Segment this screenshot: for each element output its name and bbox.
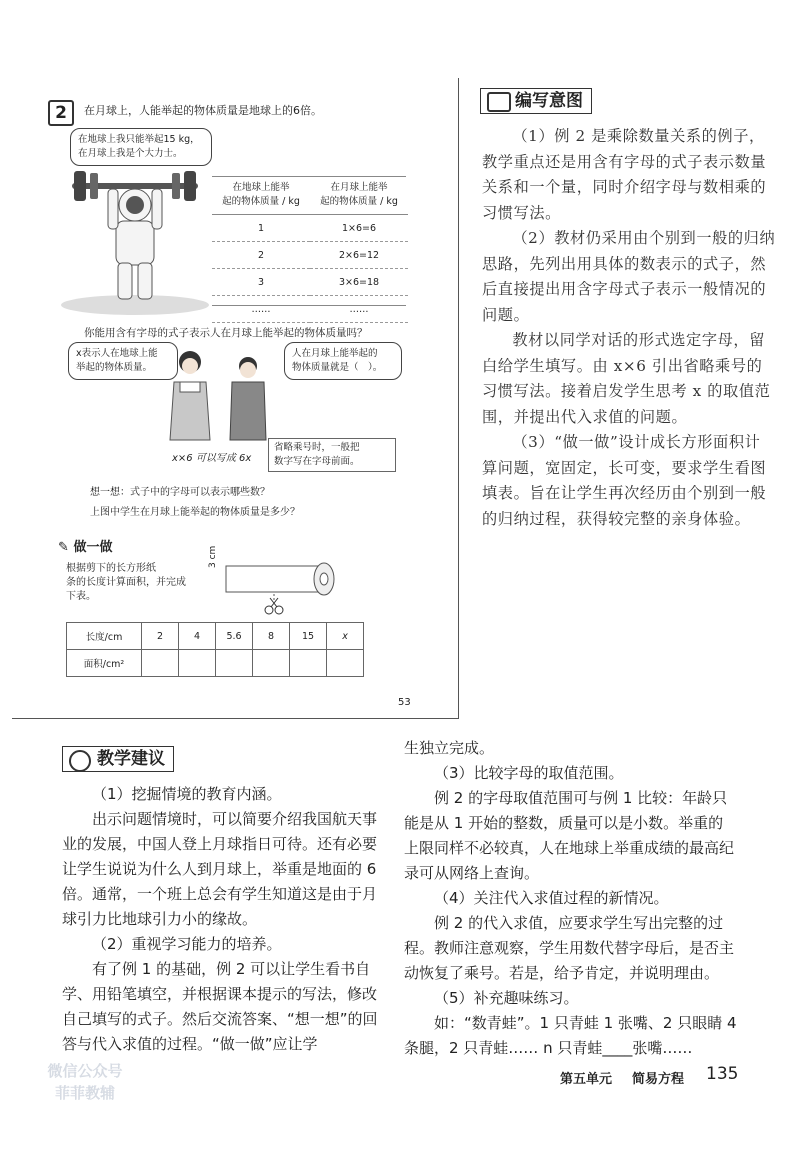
suggest-paragraph: （3）比较字母的取值范围。	[434, 764, 624, 782]
intent-paragraph: （1）例 2 是乘除数量关系的例子，教学重点还是用含有字母的式子表示数量关系和一个量，同时介绍字母与数相乘的习惯写法。	[482, 127, 767, 222]
bubble-line: 物体质量就是（ ）。	[292, 362, 383, 373]
note-line: 省略乘号时，一般把	[274, 442, 360, 453]
suggest-right-column	[404, 736, 738, 1061]
suggest-paragraph: 有了例 1 的基础，例 2 可以让学生看书自学、用铅笔填空，并根据课本提示的写法，修改自己填写的式子。然后交流答案、“想一想”的回答与代入求值的过程。“做一做”应让学	[62, 960, 378, 1053]
do-title: ✎ 做一做	[58, 540, 113, 555]
footer-unit: 第五单元	[560, 1072, 613, 1087]
ask-text: 上图中学生在月球上能举起的物体质量是多少？	[90, 507, 300, 518]
suggest-title-box: 教学建议	[62, 746, 174, 772]
book-icon	[487, 92, 511, 112]
footer-topic: 简易方程	[632, 1072, 685, 1087]
suggest-paragraph: （5）补充趣味练习。	[434, 989, 579, 1007]
intent-paragraph: （2）教材仍采用由个别到一般的归纳思路，先列出用具体的数表示的式子，然后直接提出用含字母式子表示一般情况的问题。	[482, 229, 776, 324]
watermark	[10, 1060, 160, 1104]
table-rule	[212, 176, 406, 306]
suggest-paragraph: 如：“数青蛙”。1 只青蛙 1 张嘴、2 只眼睛 4 条腿，2 只青蛙…… n 只青蛙____张嘴……	[404, 1014, 737, 1057]
pencil-icon: ✎	[58, 540, 69, 555]
do-line: 根据剪下的长方形纸	[66, 563, 156, 574]
suggest-paragraph: （1）挖掘情境的教育内涵。	[92, 785, 282, 803]
table-row: …… ……	[212, 296, 408, 323]
bubble-line: 人在月球上能举起的	[292, 348, 378, 359]
astronaut-illustration	[60, 165, 210, 315]
suggest-icon	[69, 750, 91, 772]
row-label: 面积/cm²	[67, 650, 142, 677]
intent-body	[482, 124, 776, 532]
watermark-line: 菲菲教辅	[54, 1084, 115, 1102]
suggest-paragraph: 例 2 的代入求值，应要求学生写出完整的过程。教师注意观察，学生用数代替字母后，是否主动恢复了乘号。若是，给予肯定，并说明理由。	[404, 914, 735, 982]
example-badge: 2	[48, 100, 74, 126]
paper-strip-illustration	[224, 560, 344, 620]
table-row: 2 2×6=12	[212, 242, 408, 269]
note-formula: x×6 可以写成 6x	[172, 453, 252, 464]
think-text: 想一想：式子中的字母可以表示哪些数？	[90, 487, 270, 498]
watermark-line: 微信公众号	[47, 1062, 123, 1080]
table-row: 长度/cm 2 4 5.6 8 15 x	[67, 623, 364, 650]
do-line: 下表。	[66, 591, 96, 602]
question-text: 你能用含有字母的式子表示人在月球上能举起的物体质量吗？	[84, 327, 368, 339]
area-table	[66, 622, 364, 677]
suggest-paragraph: （4）关注代入求值过程的新情况。	[434, 889, 669, 907]
table-row: 1 1×6=6	[212, 215, 408, 242]
do-line: 条的长度计算面积，并完成	[66, 577, 186, 588]
intent-paragraph: 教材以同学对话的形式选定字母，留白给学生填写。由 x×6 引出省略乘号的习惯写法。接着启发学生思考 x 的取值范围，并提出代入求值的问题。	[482, 331, 771, 426]
note-box	[268, 438, 396, 472]
bubble-line: 在月球上我是个大力士。	[78, 148, 183, 159]
do-text	[66, 562, 216, 604]
suggest-left-column	[62, 782, 390, 1057]
example-statement: 在月球上，人能举起的物体质量是地球上的6倍。	[84, 104, 322, 117]
students-illustration	[160, 348, 280, 448]
suggest-paragraph: 例 2 的字母取值范围可与例 1 比较：年龄只能是从 1 开始的整数，质量可以是小数。举重的上限同样不必较真，人在地球上举重成绩的最高纪录可从网络上查询。	[404, 789, 735, 882]
suggest-paragraph: （2）重视学习能力的培养。	[92, 935, 282, 953]
note-line: 数字写在字母前面。	[274, 456, 360, 467]
row-label: 长度/cm	[67, 623, 142, 650]
table-header: 在月球上能举 起的物体质量 / kg	[310, 176, 408, 215]
bubble-line: x表示人在地球上能	[76, 348, 158, 359]
table-row: 3 3×6=18	[212, 269, 408, 296]
table-header: 在地球上能举 起的物体质量 / kg	[212, 176, 310, 215]
suggest-paragraph: 生独立完成。	[404, 739, 495, 757]
bubble-line: 在地球上我只能举起15 kg，	[78, 134, 200, 145]
suggest-paragraph: 出示问题情境时，可以简要介绍我国航天事业的发展，中国人登上月球指日可待。还有必要让学生说说为什么人到月球上，举重是地面的 6 倍。通常，一个班上总会有学生知道这是由于月球引力比地球引力小的缘故。	[62, 810, 378, 928]
bubble-line: 举起的物体质量。	[76, 362, 153, 373]
paper-width-label: 3 cm	[208, 545, 218, 568]
intent-paragraph: （3）“做一做”设计成长方形面积计算问题，宽固定，长可变，要求学生看图填表。旨在让学生再次经历由个别到一般的归纳过程，获得较完整的亲身体验。	[482, 433, 767, 528]
footer-page-number: 135	[706, 1064, 739, 1084]
boy-speech-bubble	[284, 342, 402, 380]
astronaut-speech-bubble	[70, 128, 212, 166]
intent-title-box: 编写意图	[480, 88, 592, 114]
textbook-page-number: 53	[398, 697, 411, 708]
table-row	[67, 650, 364, 677]
